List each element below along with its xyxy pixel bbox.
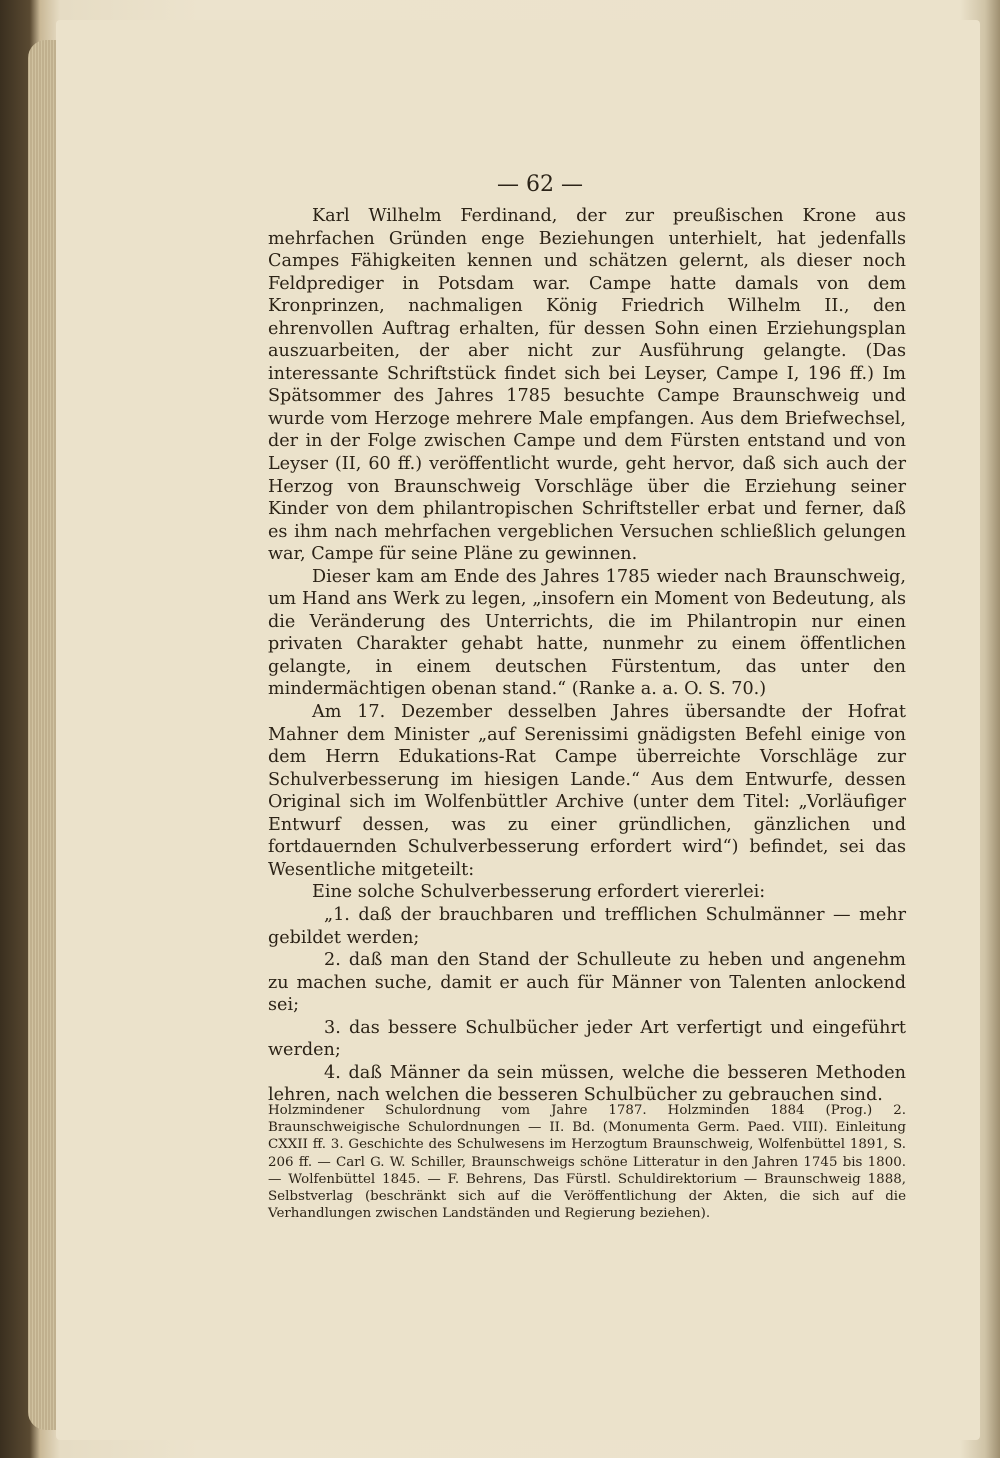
body-text [268, 205, 906, 1107]
page-edges [28, 40, 58, 1430]
footnote [268, 1102, 906, 1222]
list-item: 2. daß man den Stand der Schulleute zu heben und angenehm zu machen suche, damit er auch für Männer von Talenten anlockend sei; [268, 950, 906, 1016]
paragraph: Am 17. Dezember desselben Jahres übersandte der Hofrat Mahner dem Minister „auf Serenissimi gnädigsten Befehl einige von dem Herrn Edukations-Rat Campe überreichte Vorschläge zur Schulverbesserung im hiesigen Lande.“ Aus dem Entwurfe, dessen Original sich im Wolfenbüttler Archive (unter dem Titel: „Vorläufiger Entwurf dessen, was zu einer gründlichen, gänzlichen und fortdauernden Schulverbesserung erfordert wird“) befindet, sei das Wesentliche mitgeteilt: [268, 702, 906, 880]
paragraph: Karl Wilhelm Ferdinand, der zur preußischen Krone aus mehrfachen Gründen enge Beziehungen unterhielt, hat jedenfalls Campes Fähigkeiten kennen und schätzen gelernt, als dieser noch Feldprediger in Potsdam war. Campe hatte damals von dem Kronprinzen, nachmaligen König Friedrich Wilhelm II., den ehrenvollen Auftrag erhalten, für dessen Sohn einen Erziehungsplan auszuarbeiten, der aber nicht zur Ausführung gelangte. (Das interessante Schriftstück findet sich bei Leyser, Campe I, 196 ff.) Im Spätsommer des Jahres 1785 besuchte Campe Braunschweig und wurde vom Herzoge mehrere Male empfangen. Aus dem Briefwechsel, der in der Folge zwischen Campe und dem Fürsten entstand und von Leyser (II, 60 ff.) veröffentlicht wurde, geht hervor, daß sich auch der Herzog von Braunschweig Vorschläge über die Erziehung seiner Kinder von dem philantropischen Schriftsteller erbat und ferner, daß es ihm nach mehrfachen vergeblichen Versuchen schließlich gelungen war, Campe für seine Pläne zu gewinnen. [268, 206, 906, 565]
footnote-text: Holzmindener Schulordnung vom Jahre 1787. Holzminden 1884 (Prog.) 2. Braunschweigische Schulordnungen — II. Bd. (Monumenta Germ. Paed. VIII). Einleitung CXXII ff. 3. Geschichte des Schulwesens im Herzogtum Braunschweig, Wolfenbüttel 1891, S. 206 ff. — Carl G. W. Schiller, Braunschweigs schöne Litteratur in den Jahren 1745 bis 1800. — Wolfenbüttel 1845. — F. Behrens, Das Fürstl. Schuldirektorium — Braunschweig 1888, Selbstverlag (beschränkt sich auf die Veröffentlichung der Akten, die sich auf die Verhandlungen zwischen Landständen und Regierung beziehen). [268, 1103, 906, 1222]
paragraph: Dieser kam am Ende des Jahres 1785 wieder nach Braunschweig, um Hand ans Werk zu legen, „insofern ein Moment von Bedeutung, als die Veränderung des Unterrichts, die im Philantropin nur einen privaten Charakter gehabt hatte, nunmehr zu einem öffentlichen gelangte, in einem deutschen Fürstentum, das unter den mindermächtigen obenan stand.“ (Ranke a. a. O. S. 70.) [268, 566, 906, 700]
list-item: 4. daß Männer da sein müssen, welche die besseren Methoden lehren, nach welchen die besseren Schulbücher zu gebrauchen sind. [268, 1062, 906, 1106]
list-item: 3. das bessere Schulbücher jeder Art verfertigt und eingeführt werden; [268, 1017, 906, 1061]
paragraph: Eine solche Schulverbesserung erfordert viererlei: [312, 882, 766, 903]
page-number: — 62 — [497, 172, 583, 197]
list-item: „1. daß der brauchbaren und trefflichen Schulmänner — mehr gebildet werden; [268, 904, 906, 948]
